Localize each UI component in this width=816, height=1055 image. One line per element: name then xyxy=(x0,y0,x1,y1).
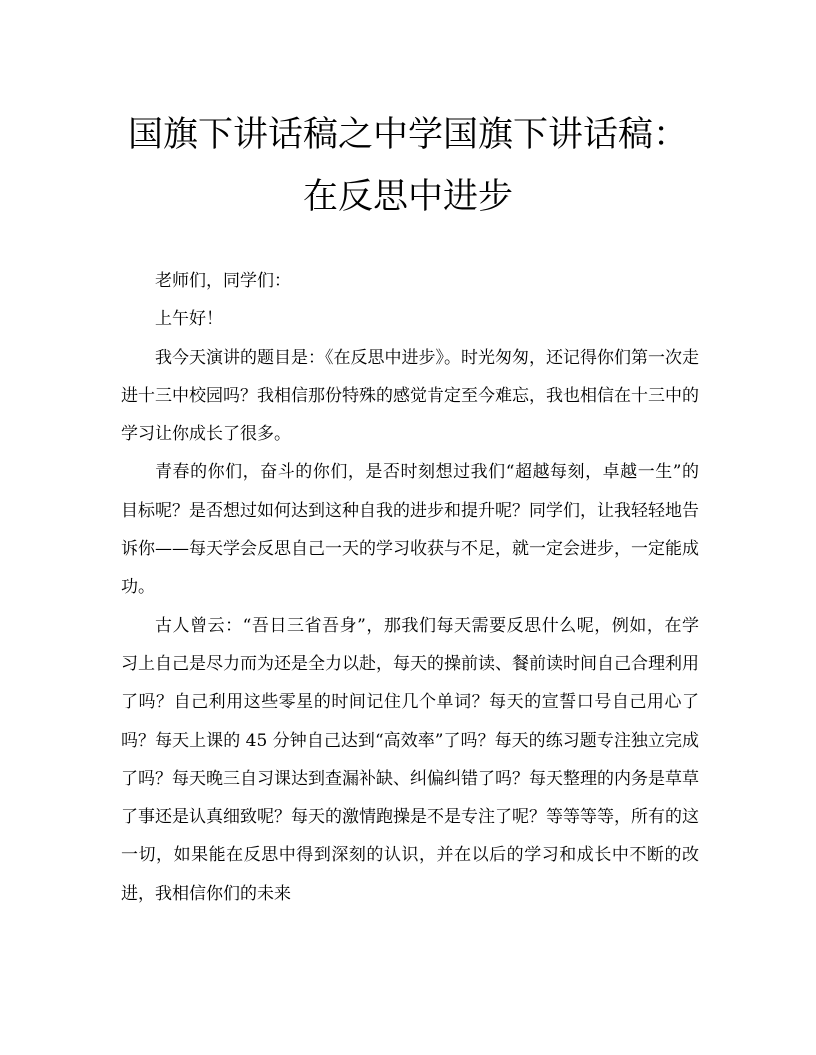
paragraph-1: 我今天演讲的题目是：《在反思中进步》。时光匆匆，还记得你们第一次走进十三中校园吗？我相信那份特殊的感觉肯定至今难忘，我也相信在十三中的学习让你成长了很多。 xyxy=(121,347,699,445)
paragraph-3: 古人曾云：“吾日三省吾身”，那我们每天需要反思什么呢，例如，在学习上自己是尽力而为还是全力以赴，每天的操前读、餐前读时间自己合理利用了吗？自己利用这些零星的时间记住几个单词？每天的宣誓口号自己用心了吗？每天上课的 45 分钟自己达到“高效率”了吗？每天的练习题专注独立完成了吗？每天晚三自习课达到查漏补缺、纠偏纠错了吗？每天整理的内务是草草了事还是认真细致呢？每天的激情跑操是不是专注了呢？等等等等，所有的这一切，如果能在反思中得到深刻的认识，并在以后的学习和成长中不断的改进，我相信你们的未来 xyxy=(121,615,699,904)
paragraph-2: 青春的你们，奋斗的你们，是否时刻想过我们“超越每刻，卓越一生”的目标呢？是否想过如何达到这种自我的进步和提升呢？同学们，让我轻轻地告诉你——每天学会反思自己一天的学习收获与不足，就一定会进步，一定能成功。 xyxy=(121,462,699,598)
document-body xyxy=(121,262,699,913)
document-title: 国旗下讲话稿之中学国旗下讲话稿：在反思中进步 xyxy=(127,115,688,217)
greeting: 上午好！ xyxy=(155,309,223,330)
salutation: 老师们，同学们： xyxy=(155,271,291,291)
